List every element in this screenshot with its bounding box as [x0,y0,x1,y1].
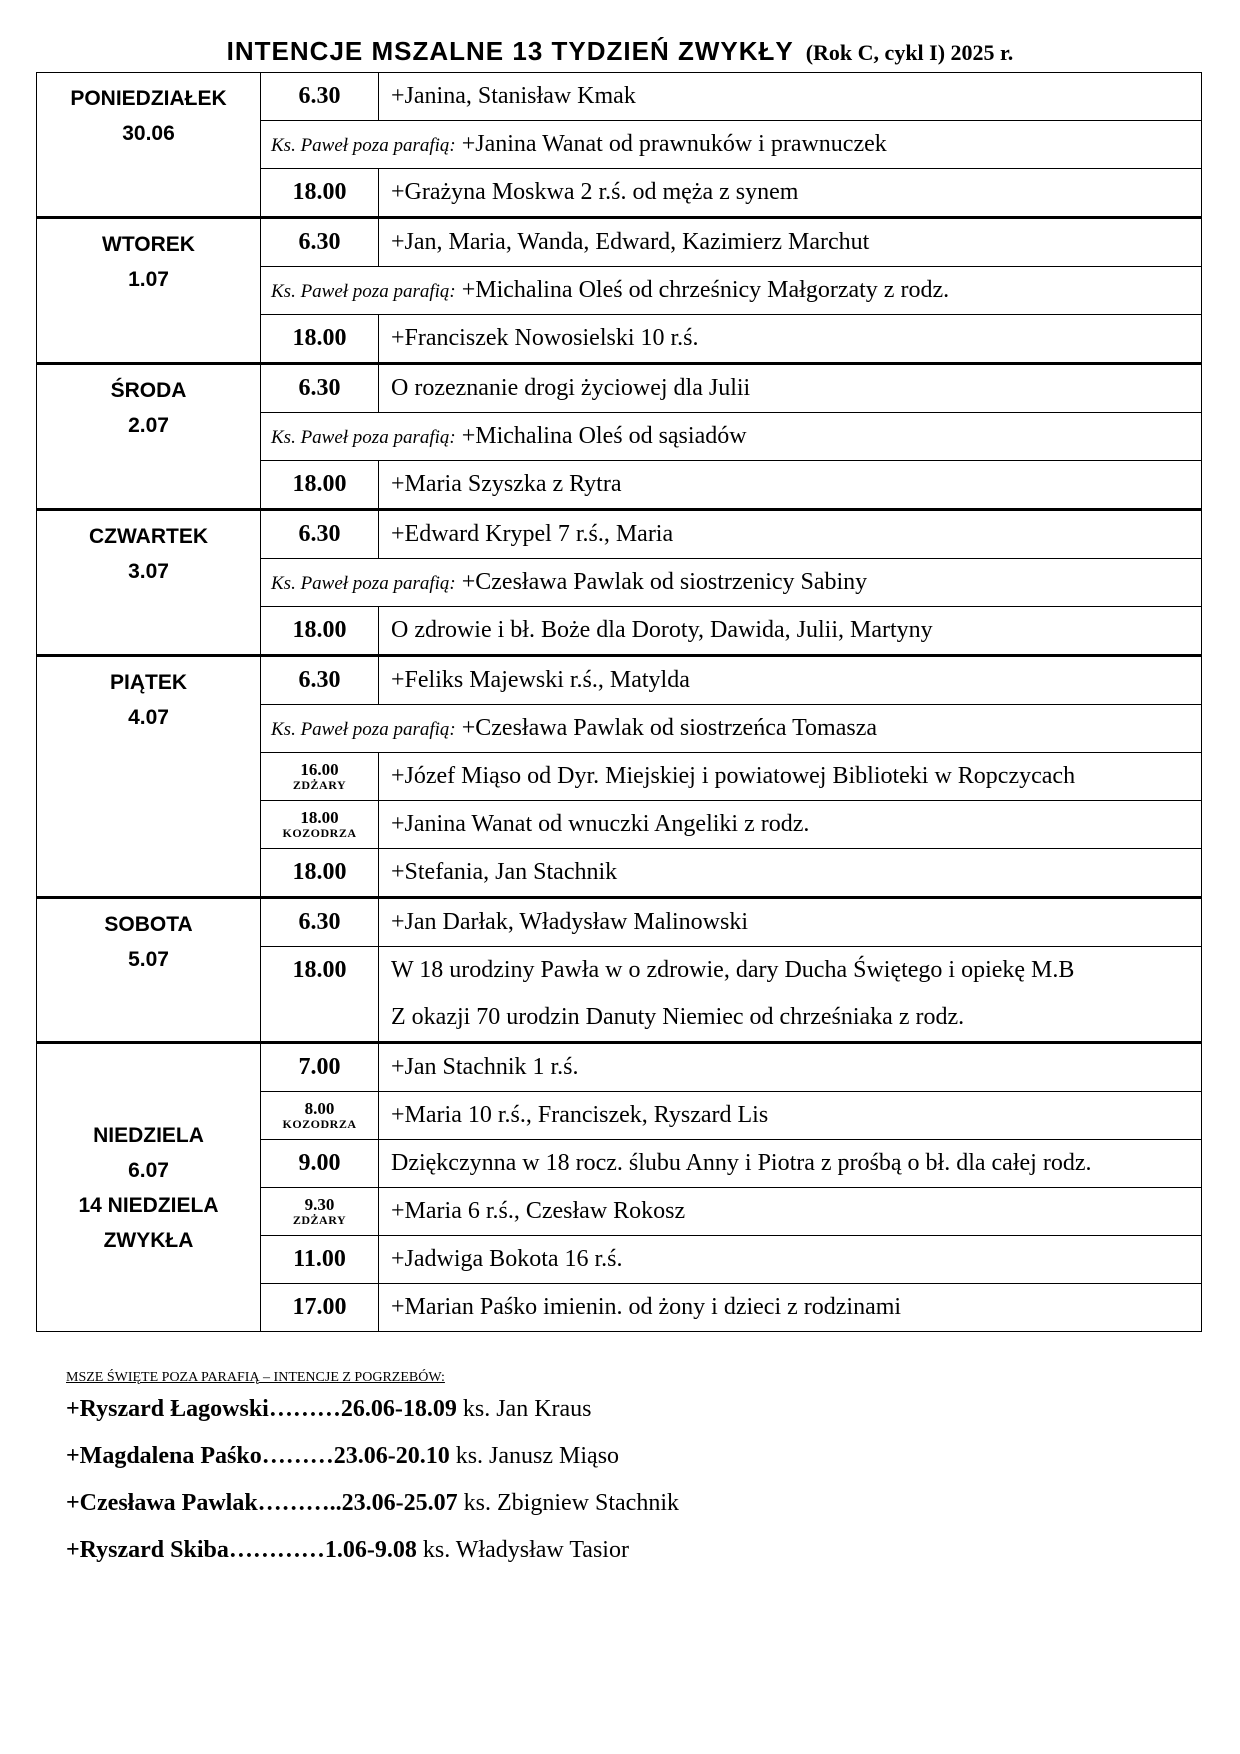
title-main: INTENCJE MSZALNE 13 TYDZIEŃ ZWYKŁY [226,36,794,66]
table-row [37,218,1202,267]
mass-time: 18.00 [261,461,379,510]
day-name: NIEDZIELA [93,1123,204,1147]
funeral-intention-item [66,1537,629,1564]
mass-time: 6.30 [261,218,379,267]
deceased-name: +Ryszard Skiba………… [66,1537,325,1563]
mass-time [261,1092,379,1140]
outside-parish-row [261,267,1202,315]
mass-intention: +Czesława Pawlak od siostrzenicy Sabiny [461,569,868,595]
mass-time: 17.00 [261,1284,379,1332]
outside-parish-row [261,121,1202,169]
priest-note: Ks. Paweł poza parafią: [271,719,456,740]
mass-intention: +Janina, Stanisław Kmak [379,73,1202,121]
mass-location: KOZODRZA [282,1117,357,1131]
date-range: 23.06-20.10 [333,1443,450,1469]
mass-time: 18.00 [261,849,379,898]
mass-intention: +Maria 6 r.ś., Czesław Rokosz [379,1188,1202,1236]
mass-time-value: 16.00 [300,760,339,779]
outside-parish-row [261,413,1202,461]
day-cell-saturday [37,898,261,1043]
day-note: ZWYKŁA [103,1228,194,1252]
table-row [37,364,1202,413]
mass-intention: +Grażyna Moskwa 2 r.ś. od męża z synem [379,169,1202,218]
date-range: 26.06-18.09 [340,1396,457,1422]
mass-intention: +Czesława Pawlak od siostrzeńca Tomasza [461,715,878,741]
title-sub: (Rok C, cykl I) 2025 r. [805,40,1014,65]
mass-time-value: 8.00 [304,1099,335,1118]
mass-intention: +Franciszek Nowosielski 10 r.ś. [379,315,1202,364]
mass-time: 18.00 [261,315,379,364]
mass-time: 18.00 [261,169,379,218]
day-name: CZWARTEK [89,525,208,548]
day-cell-tuesday [37,218,261,364]
mass-intention: +Edward Krypel 7 r.ś., Maria [379,510,1202,559]
mass-time: 11.00 [261,1236,379,1284]
funeral-intention-item [66,1490,679,1517]
mass-intention: +Maria 10 r.ś., Franciszek, Ryszard Lis [379,1092,1202,1140]
mass-time [261,753,379,801]
priest-note: Ks. Paweł poza parafią: [271,281,456,302]
table-row [37,898,1202,947]
mass-intention: +Janina Wanat od wnuczki Angeliki z rodz. [379,801,1202,849]
table-row [37,73,1202,121]
mass-time: 9.00 [261,1140,379,1188]
day-date: 5.07 [128,948,169,971]
day-date: 30.06 [122,122,175,145]
mass-time: 6.30 [261,510,379,559]
date-range: 1.06-9.08 [324,1537,417,1563]
outside-masses-heading: MSZE ŚWIĘTE POZA PARAFIĄ – INTENCJE Z POGRZEBÓW: [66,1370,445,1385]
mass-time: 6.30 [261,73,379,121]
table-row [37,656,1202,705]
mass-intention: +Stefania, Jan Stachnik [379,849,1202,898]
mass-intention: +Janina Wanat od prawnuków i prawnuczek [461,131,887,157]
day-date: 1.07 [128,268,169,291]
mass-time: 6.30 [261,364,379,413]
day-name: WTOREK [102,233,195,256]
mass-intention: +Marian Paśko imienin. od żony i dzieci z rodzinami [379,1284,1202,1332]
day-name: ŚRODA [110,379,187,402]
day-name: PONIEDZIAŁEK [70,87,227,110]
table-row [37,510,1202,559]
mass-intention: Dziękczynna w 18 rocz. ślubu Anny i Piotra z prośbą o bł. dla całej rodz. [379,1140,1202,1188]
mass-location: ZDŻARY [292,1213,347,1227]
day-cell-friday [37,656,261,898]
mass-intention: +Feliks Majewski r.ś., Matylda [379,656,1202,705]
mass-intention-line: W 18 urodziny Pawła w o zdrowie, dary Ducha Świętego i opiekę M.B [391,957,1075,983]
mass-intention: +Jan Darłak, Władysław Malinowski [379,898,1202,947]
mass-time: 18.00 [261,607,379,656]
day-name: PIĄTEK [109,671,187,694]
mass-intention: +Jan Stachnik 1 r.ś. [379,1043,1202,1092]
mass-intention: +Jan, Maria, Wanda, Edward, Kazimierz Marchut [379,218,1202,267]
page-title [36,36,1204,67]
day-name: SOBOTA [104,913,193,936]
day-note: 14 NIEDZIELA [78,1193,219,1217]
mass-intention: +Maria Szyszka z Rytra [379,461,1202,510]
outside-parish-row [261,705,1202,753]
mass-intention: O zdrowie i bł. Boże dla Doroty, Dawida, Julii, Martyny [379,607,1202,656]
day-cell-monday [37,73,261,218]
mass-intention [379,947,1202,1043]
priest-name: ks. Władysław Tasior [422,1537,629,1563]
day-cell-thursday [37,510,261,656]
funeral-intention-item [66,1443,619,1470]
mass-time [261,801,379,849]
date-range: 23.06-25.07 [341,1490,458,1516]
day-cell-wednesday [37,364,261,510]
mass-time: 7.00 [261,1043,379,1092]
day-date: 4.07 [128,706,169,729]
mass-time [261,1188,379,1236]
priest-note: Ks. Paweł poza parafią: [271,135,456,156]
mass-intention: +Jadwiga Bokota 16 r.ś. [379,1236,1202,1284]
day-date: 6.07 [128,1158,169,1182]
priest-name: ks. Jan Kraus [462,1396,592,1422]
mass-intention: O rozeznanie drogi życiowej dla Julii [379,364,1202,413]
mass-schedule-table [36,72,1202,1332]
mass-time: 6.30 [261,898,379,947]
deceased-name: +Czesława Pawlak……….. [66,1490,342,1516]
table-row [37,1043,1202,1092]
priest-note: Ks. Paweł poza parafią: [271,573,456,594]
day-date: 2.07 [128,414,169,437]
priest-name: ks. Janusz Miąso [455,1443,620,1469]
mass-time-value: 18.00 [300,808,339,827]
mass-location: ZDŻARY [292,778,347,792]
mass-time: 6.30 [261,656,379,705]
mass-time: 18.00 [261,947,379,1043]
mass-intention: +Józef Miąso od Dyr. Miejskiej i powiatowej Biblioteki w Ropczycach [379,753,1202,801]
funeral-intention-item [66,1396,592,1423]
mass-intention-line: Z okazji 70 urodzin Danuty Niemiec od chrześniaka z rodz. [391,1004,965,1030]
outside-parish-row [261,559,1202,607]
day-cell-sunday [37,1043,261,1332]
mass-intention: +Michalina Oleś od sąsiadów [461,423,747,449]
priest-name: ks. Zbigniew Stachnik [463,1490,679,1516]
day-date: 3.07 [128,560,169,583]
priest-note: Ks. Paweł poza parafią: [271,427,456,448]
mass-location: KOZODRZA [282,826,357,840]
deceased-name: +Magdalena Paśko……… [66,1443,334,1469]
mass-time-value: 9.30 [304,1195,335,1214]
mass-intention: +Michalina Oleś od chrześnicy Małgorzaty z rodz. [461,277,950,303]
deceased-name: +Ryszard Łagowski……… [66,1396,341,1422]
